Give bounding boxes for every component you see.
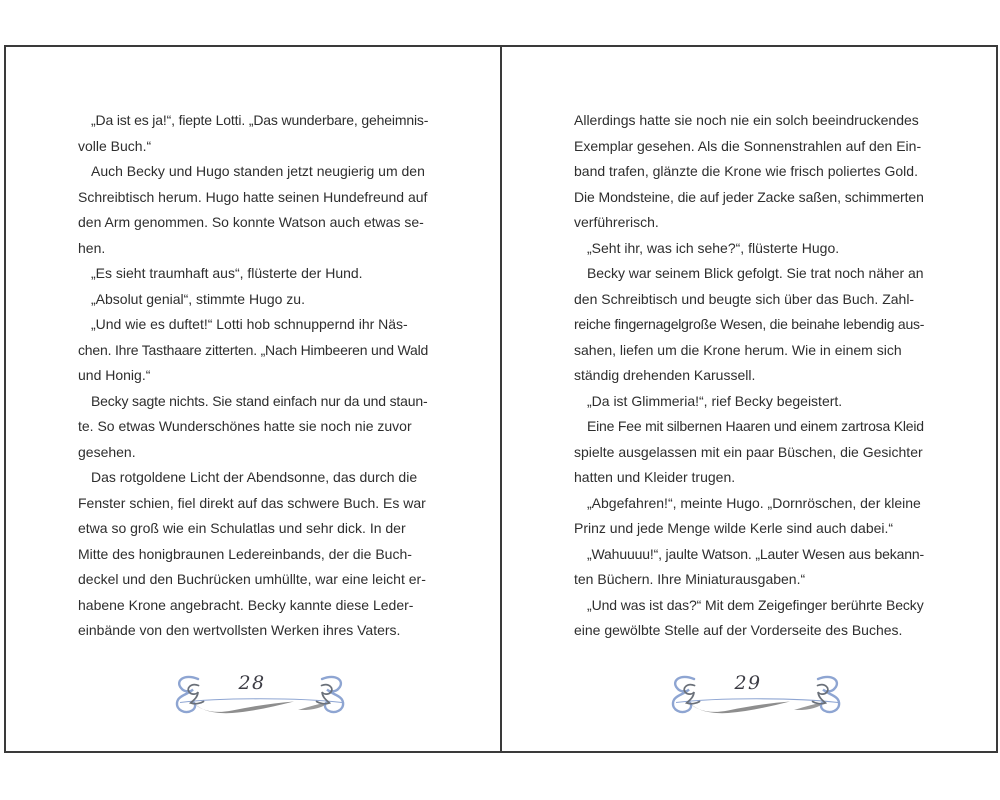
- text-line: ständig drehenden Karussell.: [574, 367, 756, 383]
- page-left: [6, 47, 500, 751]
- text-line: „Da ist es ja!“, fiepte Lotti. „Das wunderbare, geheimnis-: [91, 112, 428, 128]
- text-line: „Absolut genial“, stimmte Hugo zu.: [91, 290, 305, 307]
- page-text-block: [78, 108, 428, 644]
- text-line: Eine Fee mit silbernen Haaren und einem zartrosa Kleid: [587, 418, 924, 434]
- text-line: „Da ist Glimmeria!“, rief Becky begeistert.: [587, 392, 843, 409]
- text-line: Exemplar gesehen. Als die Sonnenstrahlen auf den Ein-: [574, 137, 922, 154]
- flourish-swash-left: [192, 701, 294, 713]
- text-line: reiche fingernagelgroße Wesen, die beinahe lebendig aus-: [574, 316, 924, 332]
- text-line: volle Buch.“: [78, 137, 152, 154]
- text-line: eine gewölbte Stelle auf der Vorderseite des Buches.: [574, 622, 903, 638]
- text-line: gesehen.: [78, 443, 136, 460]
- text-line: hen.: [78, 239, 106, 256]
- text-line: Mitte des honigbraunen Ledereinbands, der die Buch-: [78, 545, 412, 562]
- flourish-curl-left: [673, 677, 700, 712]
- text-line: „Es sieht traumhaft aus“, flüsterte der Hund.: [91, 265, 363, 281]
- page-footer: [668, 672, 844, 722]
- flourish-swash-left: [688, 701, 790, 713]
- text-line: band trafen, glänzte die Krone wie frisch poliertes Gold.: [574, 163, 918, 179]
- text-line: Becky sagte nichts. Sie stand einfach nur da und staun-: [91, 392, 428, 409]
- flourish-curl-left: [177, 677, 204, 712]
- text-line: verführerisch.: [574, 214, 659, 230]
- text-line: „Abgefahren!“, meinte Hugo. „Dornröschen, der kleine: [587, 494, 921, 511]
- text-line: „Und was ist das?“ Mit dem Zeigefinger berührte Becky: [587, 596, 924, 613]
- text-line: Schreibtisch herum. Hugo hatte seinen Hundefreund auf: [78, 188, 428, 205]
- text-line: sahen, liefen um die Krone herum. Wie in einem sich: [574, 341, 902, 358]
- text-line: den Schreibtisch und beugte sich über das Buch. Zahl-: [574, 290, 915, 307]
- page-right: [502, 47, 996, 751]
- text-line: spielte ausgelassen mit ein paar Büschen, die Gesichter: [574, 443, 923, 460]
- text-line: und Honig.“: [78, 367, 151, 383]
- text-line: Das rotgoldene Licht der Abendsonne, das durch die: [91, 469, 418, 485]
- text-line: „Und wie es duftet!“ Lotti hob schnuppernd ihr Näs-: [91, 316, 408, 332]
- text-line: Fenster schien, fiel direkt auf das schwere Buch. Es war: [78, 494, 426, 511]
- text-line: deckel und den Buchrücken umhüllte, war eine leicht er-: [78, 571, 426, 587]
- text-line: den Arm genommen. So konnte Watson auch etwas se-: [78, 214, 424, 230]
- text-line: te. So etwas Wunderschönes hatte sie noch nie zuvor: [78, 418, 412, 434]
- page-number: 28: [238, 672, 266, 694]
- page-footer: [172, 672, 348, 722]
- text-line: habene Krone angebracht. Becky kannte diese Leder-: [78, 596, 414, 613]
- text-line: „Wahuuuu!“, jaulte Watson. „Lauter Wesen aus bekann-: [587, 545, 924, 562]
- text-line: Allerdings hatte sie noch nie ein solch beeindruckendes: [574, 112, 919, 128]
- spread-frame: [4, 45, 998, 753]
- text-line: etwa so groß wie ein Schulatlas und sehr dick. In der: [78, 520, 406, 536]
- page-text-block: [574, 108, 924, 644]
- text-line: Prinz und jede Menge wilde Kerle sind auch dabei.“: [574, 520, 894, 536]
- text-line: Die Mondsteine, die auf jeder Zacke saßen, schimmerten: [574, 188, 924, 205]
- text-line: chen. Ihre Tasthaare zitterten. „Nach Himbeeren und Wald: [78, 341, 428, 358]
- text-line: Auch Becky und Hugo standen jetzt neugierig um den: [91, 163, 425, 179]
- text-line: „Seht ihr, was ich sehe?“, flüsterte Hugo.: [587, 239, 840, 256]
- text-line: hatten und Kleider trugen.: [574, 469, 736, 485]
- text-line: Becky war seinem Blick gefolgt. Sie trat noch näher an: [587, 265, 924, 281]
- page-number: 29: [734, 672, 762, 694]
- text-line: einbände von den wertvollsten Werken ihres Vaters.: [78, 622, 401, 638]
- text-line: ten Büchern. Ihre Miniaturausgaben.“: [574, 571, 806, 587]
